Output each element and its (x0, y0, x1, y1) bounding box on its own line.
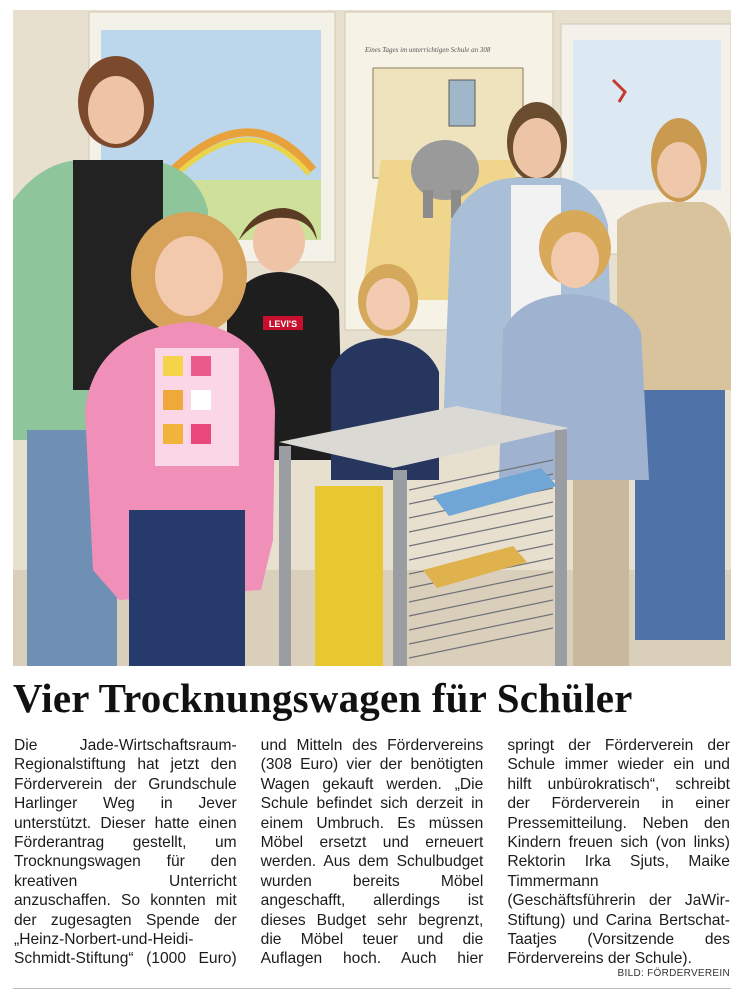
bottom-rule (13, 988, 731, 989)
drawing-caption: Eines Tages im unterrichtigen Schule an 308 (365, 46, 491, 54)
shirt-logo: LEVI'S (268, 319, 298, 329)
article-headline: Vier Trocknungswagen für Schüler (13, 675, 633, 721)
article-body (14, 736, 730, 982)
news-photo (13, 10, 731, 666)
article-paragraph: Die Jade-Wirtschaftsraum-Regionalstiftung hat jetzt den Förderverein der Grundschule Harlinger Weg in Jever unterstützt. Dieser hatte einen Förderantrag gestellt, um Trocknungswagen für den kreativen Unterricht anzuschaffen. So konnten mit der zugesagten Spende der „Heinz-Norbert-und-Heidi-Schmidt-Stiftung“ (1000 Euro) und Mitteln des Fördervereins (308 Euro) vier der benötigten Wagen gekauft werden. „Die Schule befindet sich derzeit in einem Umbruch. Es müssen Möbel ersetzt und erneuert werden. Aus dem Schulbudget wurden bereits Möbel angeschafft, allerdings ist dieses Budget sehr begrenzt, die Möbel teuer und die Auflagen hoch. Auch hier springt der Förderverein der Schule immer wieder ein und hilft unbürokratisch“, schreibt der Förderverein in einer Pressemitteilung. Neben den Kindern freuen sich (von links) Rektorin Irka Sjuts, Maike Timmermann (Geschäftsführerin der JaWir-Stiftung) und Carina Bertschat-Taatjes (Vorsitzende des Fördervereins der Schule). (14, 737, 730, 968)
photo-credit: BILD: FÖRDERVEREIN (617, 968, 730, 979)
